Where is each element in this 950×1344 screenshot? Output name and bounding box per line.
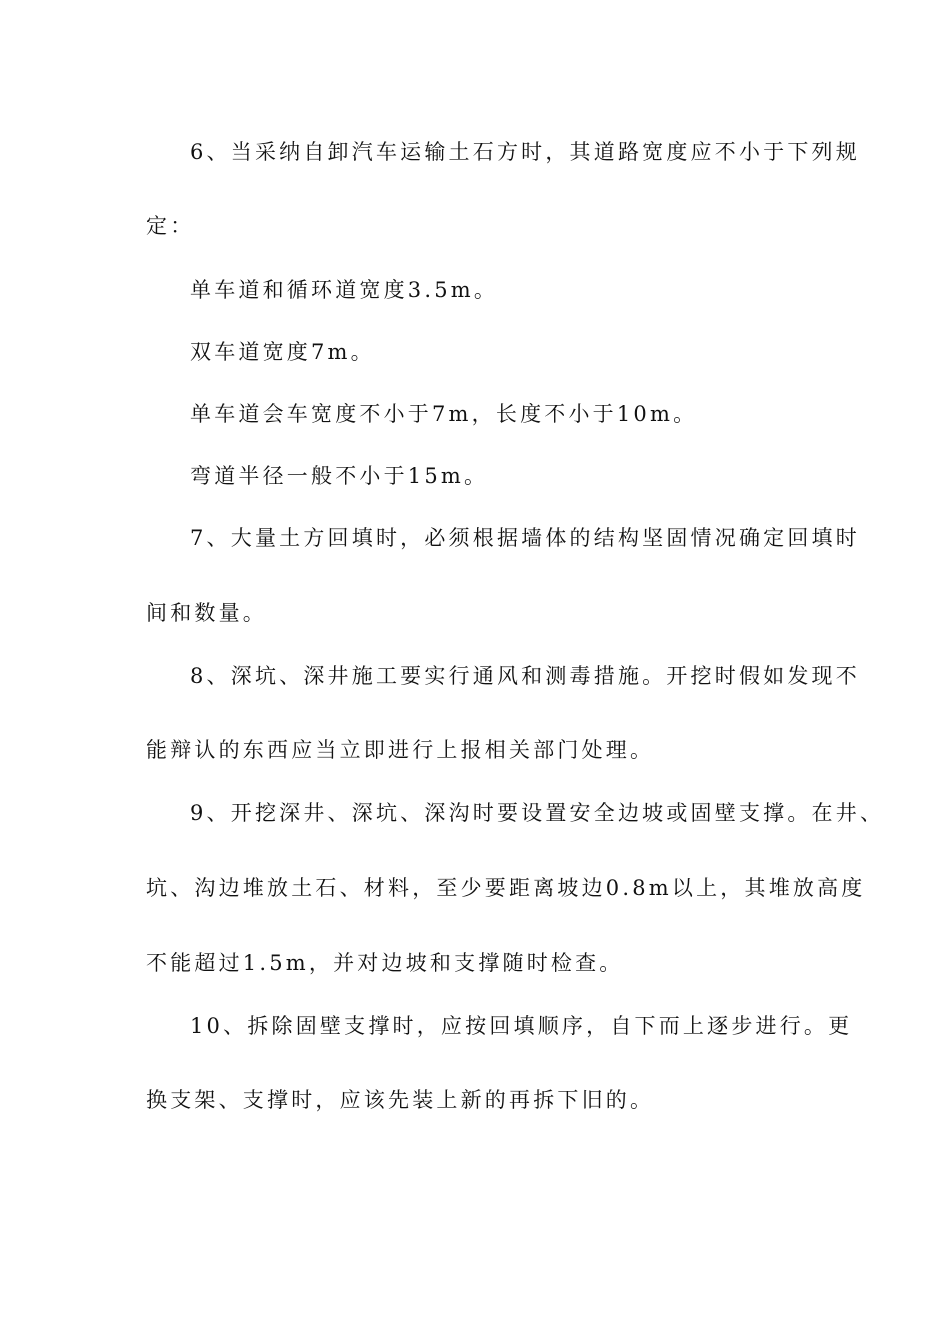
text-line: 9、开挖深井、深坑、深沟时要设置安全边坡或固壁支撑。在井、	[190, 801, 885, 825]
text-line: 7、大量土方回填时，必须根据墙体的结构坚固情况确定回填时	[190, 526, 860, 550]
text-line: 双车道宽度7m。	[190, 340, 375, 364]
text-line: 单车道会车宽度不小于7m，长度不小于10m。	[190, 402, 698, 426]
text-line: 间和数量。	[146, 601, 267, 625]
text-line: 不能超过1.5m，并对边坡和支撑随时检查。	[146, 951, 624, 975]
text-line: 6、当采纳自卸汽车运输土石方时，其道路宽度应不小于下列规	[190, 140, 860, 164]
text-line: 弯道半径一般不小于15m。	[190, 464, 489, 488]
text-line: 定：	[146, 214, 195, 238]
text-line: 8、深坑、深井施工要实行通风和测毒措施。开挖时假如发现不	[190, 664, 860, 688]
text-line: 换支架、支撑时，应该先装上新的再拆下旧的。	[146, 1088, 655, 1112]
text-line: 坑、沟边堆放土石、材料，至少要距离坡边0.8m以上，其堆放高度	[146, 876, 866, 900]
text-line: 10、拆除固壁支撑时，应按回填顺序，自下而上逐步进行。更	[190, 1014, 853, 1038]
text-line: 能辩认的东西应当立即进行上报相关部门处理。	[146, 738, 655, 762]
text-line: 单车道和循环道宽度3.5m。	[190, 278, 499, 302]
